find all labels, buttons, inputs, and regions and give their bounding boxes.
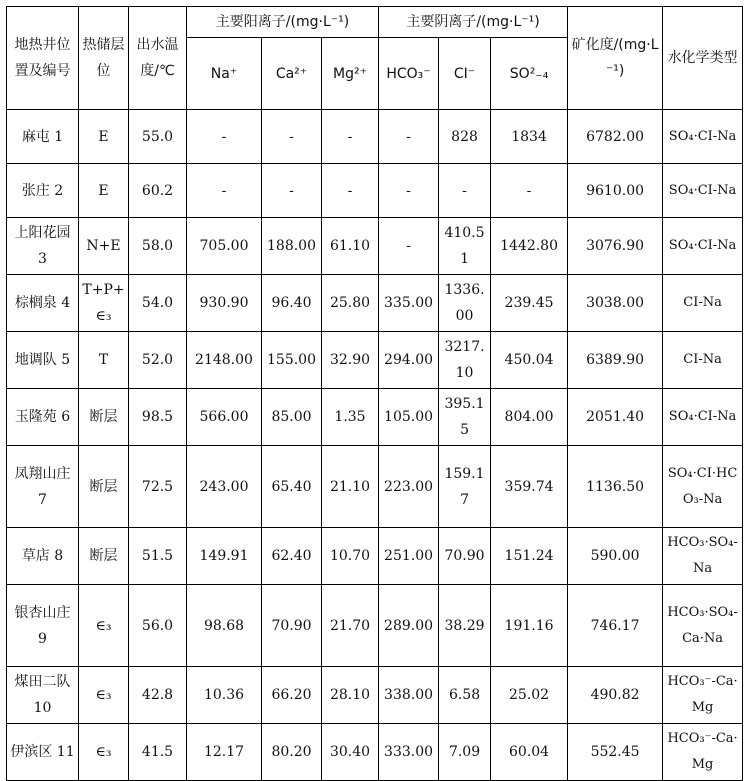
table-row [7, 164, 743, 218]
well-location: 草店 8 [7, 528, 79, 585]
salinity-value: 746.17 [568, 585, 663, 667]
so4-value: 239.45 [491, 275, 568, 332]
hco3-value: - [379, 164, 439, 218]
col-header-anions: 主要阴离子/(mg·L⁻¹) [379, 7, 568, 38]
mg-value: 21.10 [322, 446, 379, 528]
col-header-hco3: HCO₃⁻ [379, 38, 439, 110]
na-value: 705.00 [187, 218, 262, 275]
salinity-value: 2051.40 [568, 389, 663, 446]
so4-value: 25.02 [491, 667, 568, 724]
table-row [7, 667, 743, 724]
water-temperature: 42.8 [129, 667, 187, 724]
table-row [7, 275, 743, 332]
well-location: 张庄 2 [7, 164, 79, 218]
water-temperature: 41.5 [129, 724, 187, 781]
hco3-value: 333.00 [379, 724, 439, 781]
salinity-value: 6782.00 [568, 110, 663, 164]
col-header-water-type: 水化学类型 [663, 7, 743, 110]
water-type: HCO₃⁻-Ca·Mg [663, 667, 743, 724]
water-temperature: 58.0 [129, 218, 187, 275]
col-header-salinity: 矿化度/(mg·L⁻¹) [568, 7, 663, 110]
cl-value: 70.90 [439, 528, 491, 585]
reservoir-layer: 断层 [79, 389, 129, 446]
mg-value: 21.70 [322, 585, 379, 667]
col-header-ca: Ca²⁺ [262, 38, 322, 110]
well-location: 玉隆苑 6 [7, 389, 79, 446]
well-location: 麻屯 1 [7, 110, 79, 164]
well-location: 地调队 5 [7, 332, 79, 389]
na-value: - [187, 110, 262, 164]
mg-value: 25.80 [322, 275, 379, 332]
hco3-value: 294.00 [379, 332, 439, 389]
water-type: SO₄·CI-Na [663, 164, 743, 218]
ca-value: 70.90 [262, 585, 322, 667]
water-type: CI-Na [663, 275, 743, 332]
mg-value: 1.35 [322, 389, 379, 446]
na-value: 10.36 [187, 667, 262, 724]
reservoir-layer: ∈₃ [79, 667, 129, 724]
geothermal-well-table [6, 6, 743, 781]
salinity-value: 490.82 [568, 667, 663, 724]
ca-value: 66.20 [262, 667, 322, 724]
water-temperature: 72.5 [129, 446, 187, 528]
water-temperature: 51.5 [129, 528, 187, 585]
na-value: 12.17 [187, 724, 262, 781]
cl-value: 410.51 [439, 218, 491, 275]
table-row [7, 585, 743, 667]
water-type: CI-Na [663, 332, 743, 389]
water-type: SO₄·CI-Na [663, 218, 743, 275]
table-row [7, 332, 743, 389]
well-location: 煤田二队 10 [7, 667, 79, 724]
mg-value: 30.40 [322, 724, 379, 781]
cl-value: 159.17 [439, 446, 491, 528]
cl-value: 6.58 [439, 667, 491, 724]
water-temperature: 55.0 [129, 110, 187, 164]
ca-value: 62.40 [262, 528, 322, 585]
na-value: 98.68 [187, 585, 262, 667]
col-header-so4: SO²₋₄ [491, 38, 568, 110]
so4-value: - [491, 164, 568, 218]
col-header-cl: CI⁻ [439, 38, 491, 110]
cl-value: - [439, 164, 491, 218]
salinity-value: 3076.90 [568, 218, 663, 275]
hco3-value: 251.00 [379, 528, 439, 585]
table-row [7, 446, 743, 528]
so4-value: 804.00 [491, 389, 568, 446]
cl-value: 1336.00 [439, 275, 491, 332]
water-temperature: 56.0 [129, 585, 187, 667]
table-row [7, 724, 743, 781]
reservoir-layer: T+P+∈₃ [79, 275, 129, 332]
water-type: SO₄·CI·HCO₃-Na [663, 446, 743, 528]
water-temperature: 52.0 [129, 332, 187, 389]
na-value: 149.91 [187, 528, 262, 585]
water-temperature: 60.2 [129, 164, 187, 218]
cl-value: 828 [439, 110, 491, 164]
cl-value: 38.29 [439, 585, 491, 667]
water-type: HCO₃⁻-Ca·Mg [663, 724, 743, 781]
hco3-value: 289.00 [379, 585, 439, 667]
reservoir-layer: ∈₃ [79, 585, 129, 667]
reservoir-layer: N+E [79, 218, 129, 275]
na-value: 930.90 [187, 275, 262, 332]
reservoir-layer: E [79, 164, 129, 218]
hco3-value: 105.00 [379, 389, 439, 446]
so4-value: 1834 [491, 110, 568, 164]
so4-value: 359.74 [491, 446, 568, 528]
table-body [7, 110, 743, 781]
hco3-value: - [379, 218, 439, 275]
mg-value: 61.10 [322, 218, 379, 275]
mg-value: - [322, 110, 379, 164]
water-temperature: 98.5 [129, 389, 187, 446]
hco3-value: - [379, 110, 439, 164]
salinity-value: 1136.50 [568, 446, 663, 528]
na-value: - [187, 164, 262, 218]
ca-value: - [262, 164, 322, 218]
ca-value: 155.00 [262, 332, 322, 389]
so4-value: 60.04 [491, 724, 568, 781]
ca-value: 80.20 [262, 724, 322, 781]
ca-value: 65.40 [262, 446, 322, 528]
salinity-value: 3038.00 [568, 275, 663, 332]
so4-value: 191.16 [491, 585, 568, 667]
so4-value: 151.24 [491, 528, 568, 585]
hco3-value: 335.00 [379, 275, 439, 332]
reservoir-layer: 断层 [79, 446, 129, 528]
cl-value: 7.09 [439, 724, 491, 781]
na-value: 243.00 [187, 446, 262, 528]
water-type: SO₄·CI-Na [663, 110, 743, 164]
well-location: 上阳花园 3 [7, 218, 79, 275]
table-row [7, 389, 743, 446]
well-location: 凤翔山庄 7 [7, 446, 79, 528]
col-header-mg: Mg²⁺ [322, 38, 379, 110]
table-row [7, 218, 743, 275]
mg-value: - [322, 164, 379, 218]
well-location: 伊滨区 11 [7, 724, 79, 781]
mg-value: 10.70 [322, 528, 379, 585]
so4-value: 1442.80 [491, 218, 568, 275]
reservoir-layer: ∈₃ [79, 724, 129, 781]
well-location: 银杏山庄 9 [7, 585, 79, 667]
table-row [7, 110, 743, 164]
water-type: SO₄·CI-Na [663, 389, 743, 446]
mg-value: 32.90 [322, 332, 379, 389]
water-temperature: 54.0 [129, 275, 187, 332]
salinity-value: 6389.90 [568, 332, 663, 389]
water-type: HCO₃·SO₄-Na [663, 528, 743, 585]
reservoir-layer: E [79, 110, 129, 164]
table-row [7, 528, 743, 585]
ca-value: 188.00 [262, 218, 322, 275]
salinity-value: 552.45 [568, 724, 663, 781]
col-header-reservoir: 热储层位 [79, 7, 129, 110]
reservoir-layer: T [79, 332, 129, 389]
col-header-temperature: 出水温度/℃ [129, 7, 187, 110]
header-row-top [7, 7, 743, 38]
so4-value: 450.04 [491, 332, 568, 389]
hco3-value: 223.00 [379, 446, 439, 528]
salinity-value: 9610.00 [568, 164, 663, 218]
ca-value: 96.40 [262, 275, 322, 332]
cl-value: 395.15 [439, 389, 491, 446]
col-header-na: Na⁺ [187, 38, 262, 110]
col-header-cations: 主要阳离子/(mg·L⁻¹) [187, 7, 379, 38]
reservoir-layer: 断层 [79, 528, 129, 585]
ca-value: 85.00 [262, 389, 322, 446]
well-location: 棕榈泉 4 [7, 275, 79, 332]
na-value: 566.00 [187, 389, 262, 446]
water-type: HCO₃·SO₄-Ca·Na [663, 585, 743, 667]
na-value: 2148.00 [187, 332, 262, 389]
salinity-value: 590.00 [568, 528, 663, 585]
mg-value: 28.10 [322, 667, 379, 724]
col-header-location: 地热井位置及编号 [7, 7, 79, 110]
ca-value: - [262, 110, 322, 164]
hco3-value: 338.00 [379, 667, 439, 724]
cl-value: 3217.10 [439, 332, 491, 389]
